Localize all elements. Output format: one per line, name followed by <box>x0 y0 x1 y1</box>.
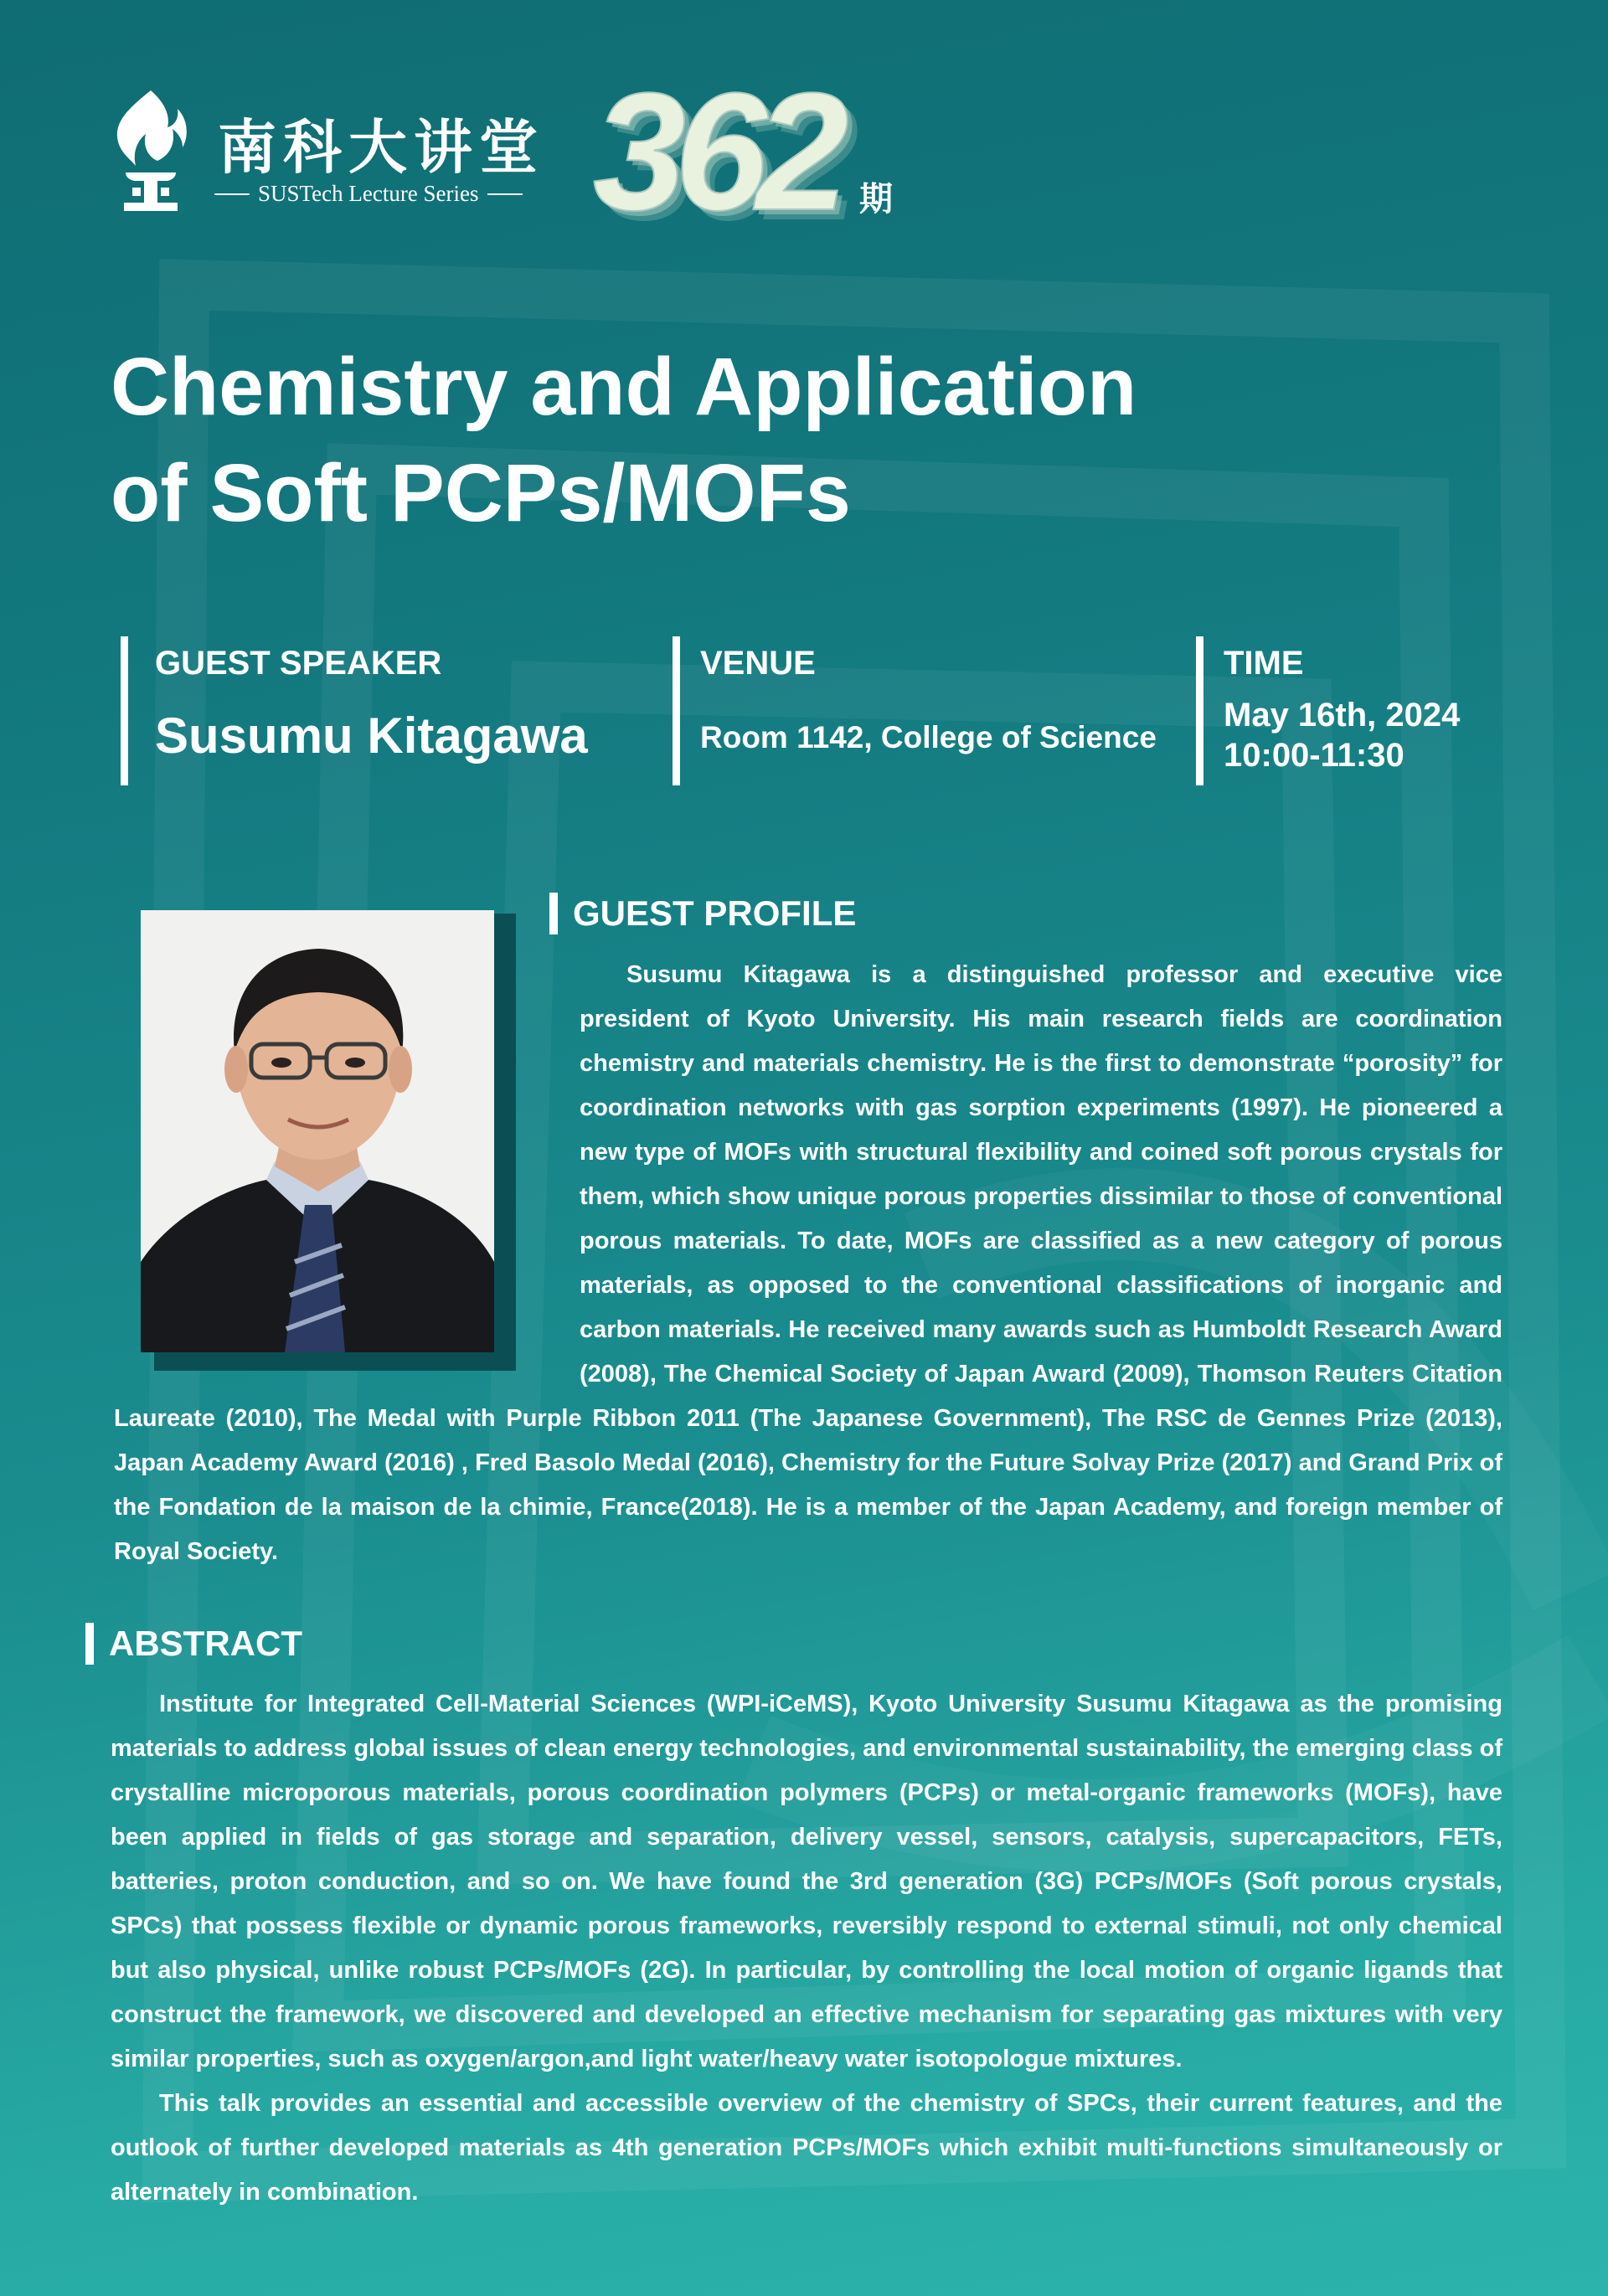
lecture-title <box>111 333 1484 546</box>
abstract-heading: ABSTRACT <box>85 1623 302 1665</box>
abstract-paragraph-2: This talk provides an essential and accessible overview of the chemistry of SPCs, their current features, and the outlook of further developed materials as 4th generation PCPs/MOFs which exhibit multi-functions simultaneously or alternately in combination. <box>111 2090 1502 2206</box>
logo-english-subtitle <box>214 181 523 207</box>
time-date: May 16th, 2024 <box>1224 697 1461 734</box>
logo-english-text: SUSTech Lecture Series <box>258 181 479 206</box>
time-label: TIME <box>1224 645 1304 682</box>
guest-speaker-block <box>121 636 657 785</box>
lecture-title-line-2: of Soft PCPs/MOFs <box>111 447 851 538</box>
venue-block <box>673 636 1192 785</box>
photo-text-wrap-spacer <box>114 953 580 1397</box>
dash-divider-left <box>214 193 250 195</box>
guest-speaker-label: GUEST SPEAKER <box>155 645 442 682</box>
guest-profile-heading: GUEST PROFILE <box>549 893 856 934</box>
time-value <box>1224 695 1460 775</box>
abstract-paragraph-1: Institute for Integrated Cell-Material Sciences (WPI-iCeMS), Kyoto University Susumu Kitagawa as the promising materials to address global issues of clean energy technologies, and environmental sustainability, the emerging class of crystalline microporous materials, porous coordination polymers (PCPs) or metal-organic frameworks (MOFs), have been applied in fields of gas storage and separation, delivery vessel, sensors, catalysis, supercapacitors, FETs, batteries, proton conduction, and so on. We have found the 3rd generation (3G) PCPs/MOFs (Soft porous crystals, SPCs) that possess flexible or dynamic porous frameworks, reversibly respond to external stimuli, not only chemical but also physical, unlike robust PCPs/MOFs (2G). In particular, by controlling the local motion of organic ligands that construct the framework, we discovered and developed an effective mechanism for separating gas mixtures with very similar properties, such as oxygen/argon,and light water/heavy water isotopologue mixtures. <box>111 1691 1502 2072</box>
torch-flame-icon <box>107 85 194 219</box>
issue-number: 362 <box>593 59 838 245</box>
dash-divider-right <box>487 193 523 195</box>
venue-value: Room 1142, College of Science <box>700 720 1157 754</box>
issue-suffix: 期 <box>859 180 893 219</box>
time-block <box>1196 636 1548 785</box>
guest-speaker-name: Susumu Kitagawa <box>155 708 588 764</box>
guest-profile-text <box>114 953 1502 1574</box>
header <box>107 59 945 250</box>
guest-profile-body: Susumu Kitagawa is a distinguished professor and executive vice president of Kyoto University. His main research fields are coordination chemistry and materials chemistry. He is the first to demonstrate “porosity” for coordination networks with gas sorption experiments (1997). He pioneered a new type of MOFs with structural flexibility and coined soft porous crystals for them, which show unique porous properties dissimilar to those of conventional porous materials. To date, MOFs are classified as a new category of porous materials, as opposed to the conventional classifications of inorganic and carbon materials. He received many awards such as Humboldt Research Award (2008), The Chemical Society of Japan Award (2009), Thomson Reuters Citation Laureate (2010), The Medal with Purple Ribbon 2011 (The Japanese Government), The RSC de Gennes Prize (2013), Japan Academy Award (2016) , Fred Basolo Medal (2016), Chemistry for the Future Solvay Prize (2017) and Grand Prix of the Fondation de la maison de la chimie, France(2018). He is a member of the Japan Academy, and foreign member of Royal Society. <box>114 961 1502 1565</box>
venue-label: VENUE <box>700 645 816 682</box>
abstract-body <box>111 1682 1502 2215</box>
logo-chinese-title: 南科大讲堂 <box>218 112 544 182</box>
time-hours: 10:00-11:30 <box>1224 737 1404 774</box>
lecture-title-line-1: Chemistry and Application <box>111 341 1137 432</box>
